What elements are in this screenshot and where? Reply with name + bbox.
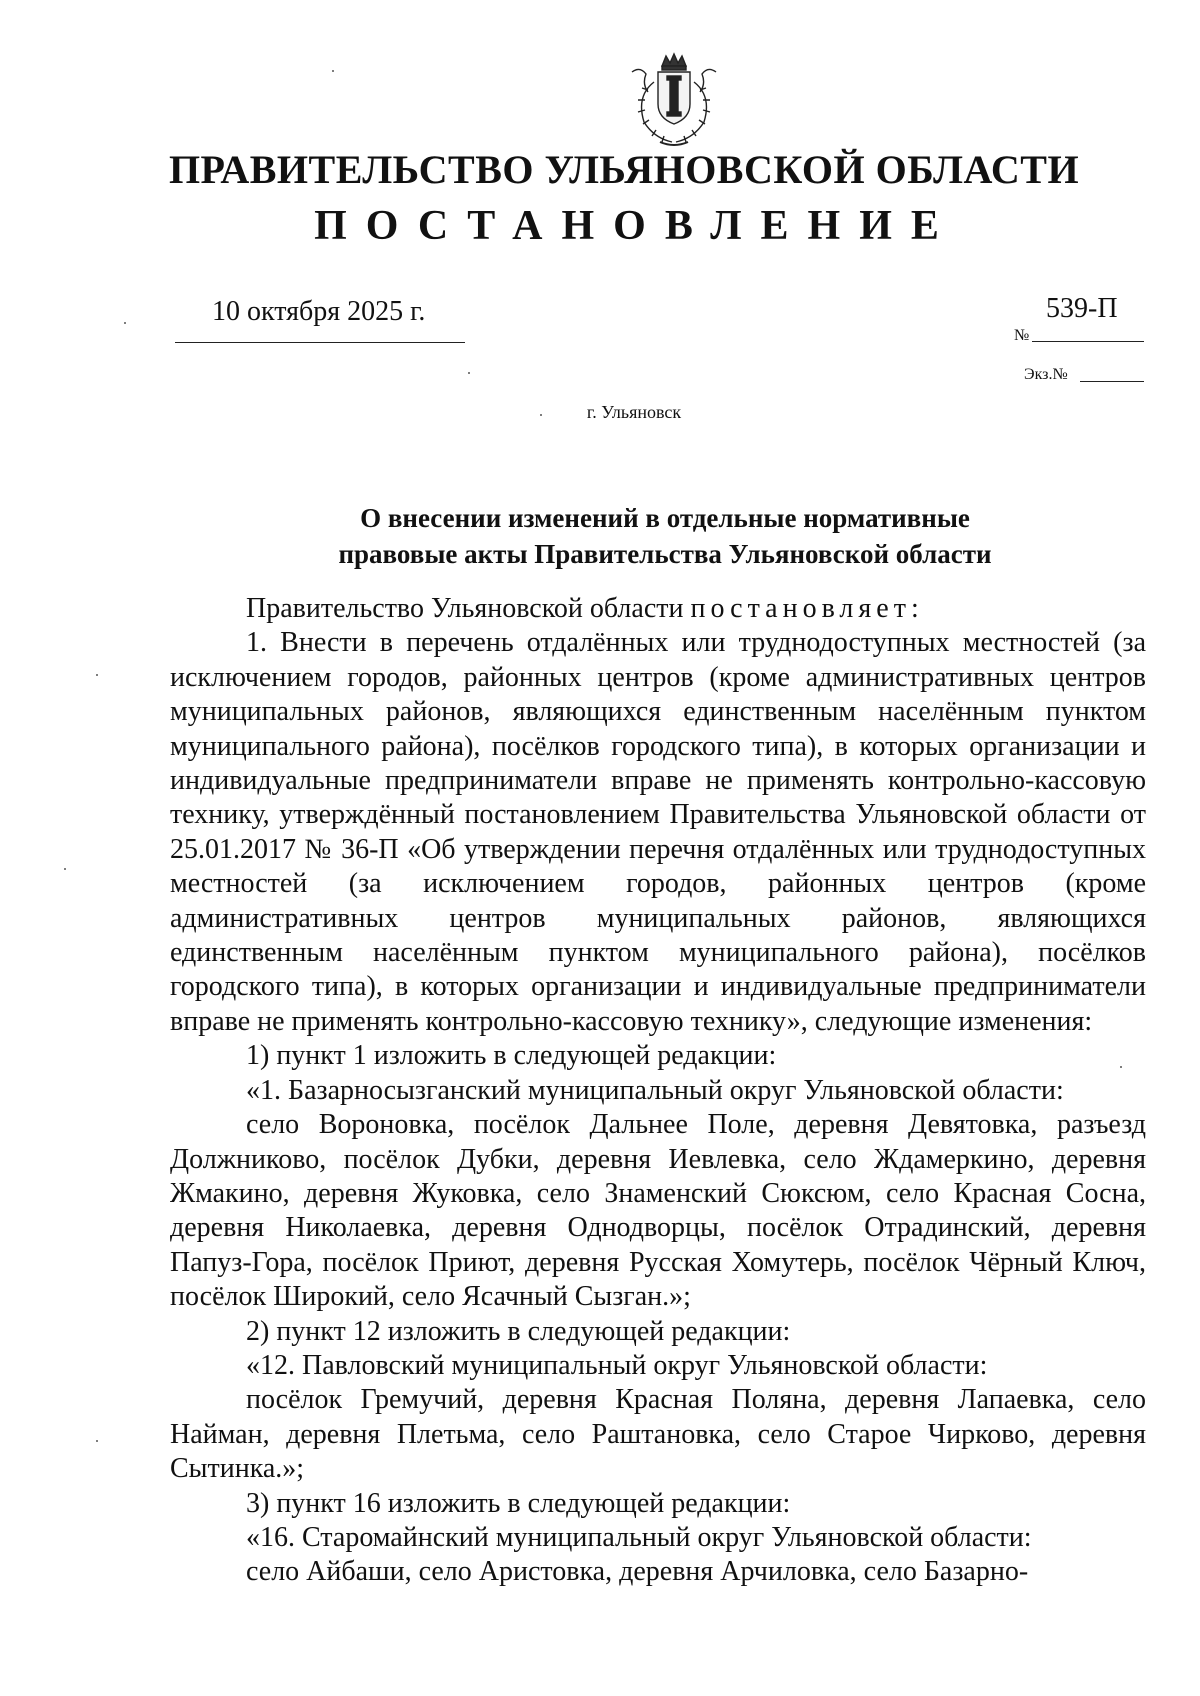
- document-date: 10 октября 2025 г.: [212, 296, 426, 327]
- intro-subject: Правительство Ульяновской области: [246, 593, 684, 624]
- title-line-1: О внесении изменений в отдельные нормативные: [360, 503, 970, 533]
- paragraph-6: «12. Павловский муниципальный округ Ульяновской области:: [246, 1349, 988, 1381]
- title-line-2: правовые акты Правительства Ульяновской области: [338, 539, 992, 569]
- paragraph-4: село Вороновка, посёлок Дальнее Поле, деревня Девятовка, разъезд Должниково, посёлок Дубки, деревня Иевлевка, село Ждамеркино, деревня Жмакино, деревня Жуковка, село Знаменский Сюксюм, село Красная Сосна, деревня Николаевка, деревня Однодворцы, посёлок Отрадинский, деревня Папуз-Гора, посёлок Приют, деревня Русская Хомутерь, посёлок Чёрный Ключ, посёлок Широкий, село Ясачный Сызган.»;: [170, 1109, 1146, 1313]
- scan-speck: [468, 372, 470, 374]
- number-sign: №: [1014, 327, 1030, 344]
- scan-speck: [1120, 1066, 1122, 1068]
- copy-number-label: Экз.№: [1024, 366, 1068, 383]
- scan-speck: [64, 868, 66, 870]
- paragraph-5: 2) пункт 12 изложить в следующей редакции:: [246, 1315, 791, 1347]
- intro-paragraph: [170, 592, 1146, 626]
- document-title: [290, 500, 1040, 572]
- paragraph-3: «1. Базарносызганский муниципальный округ Ульяновской области:: [246, 1074, 1064, 1106]
- paragraph-10: село Айбаши, село Аристовка, деревня Арчиловка, село Базарно-: [246, 1556, 1029, 1588]
- coat-of-arms-icon: [618, 52, 730, 150]
- document-body: [170, 592, 1146, 1590]
- paragraph-9: «16. Старомайнский муниципальный округ Ульяновской области:: [246, 1521, 1032, 1553]
- paragraph-7: посёлок Гремучий, деревня Красная Поляна, деревня Лапаевка, село Найман, деревня Плетьма, село Раштановка, село Старое Чирково, деревня Сытинка.»;: [170, 1384, 1146, 1485]
- paragraph-8: 3) пункт 16 изложить в следующей редакции:: [246, 1487, 791, 1519]
- scan-speck: [96, 674, 98, 676]
- scan-speck: [124, 322, 126, 324]
- scan-speck: [540, 414, 542, 416]
- city: г. Ульяновск: [586, 402, 682, 422]
- document-number: 539-П: [1046, 293, 1118, 324]
- number-underline: [1032, 341, 1144, 342]
- document-type: ПОСТАНОВЛЕНИЕ: [314, 203, 958, 249]
- paragraph-1: 1. Внести в перечень отдалённых или труднодоступных местностей (за исключением городов, районных центров (кроме административных центров муниципальных районов, являющихся единственным населённым пунктом муниципального района), посёлков городского типа), в которых организации и индивидуальные предприниматели вправе не применять контрольно-кассовую технику, утверждённый постановлением Правительства Ульяновской области от 25.01.2017 № 36-П «Об утверждении перечня отдалённых или труднодоступных местностей (за исключением городов, районных центров (кроме административных центров муниципальных районов, являющихся единственным населённым пунктом муниципального района), посёлков городского типа), в которых организации и индивидуальные предприниматели вправе не применять контрольно-кассовую технику», следующие изменения:: [170, 627, 1146, 1037]
- copy-number-underline: [1080, 381, 1144, 382]
- intro-verb: постановляет:: [690, 593, 924, 624]
- scan-speck: [96, 1440, 98, 1442]
- paragraph-2: 1) пункт 1 изложить в следующей редакции:: [246, 1040, 777, 1072]
- government-name: ПРАВИТЕЛЬСТВО УЛЬЯНОВСКОЙ ОБЛАСТИ: [168, 147, 1080, 192]
- scan-speck: [332, 70, 334, 72]
- date-underline: [175, 342, 465, 343]
